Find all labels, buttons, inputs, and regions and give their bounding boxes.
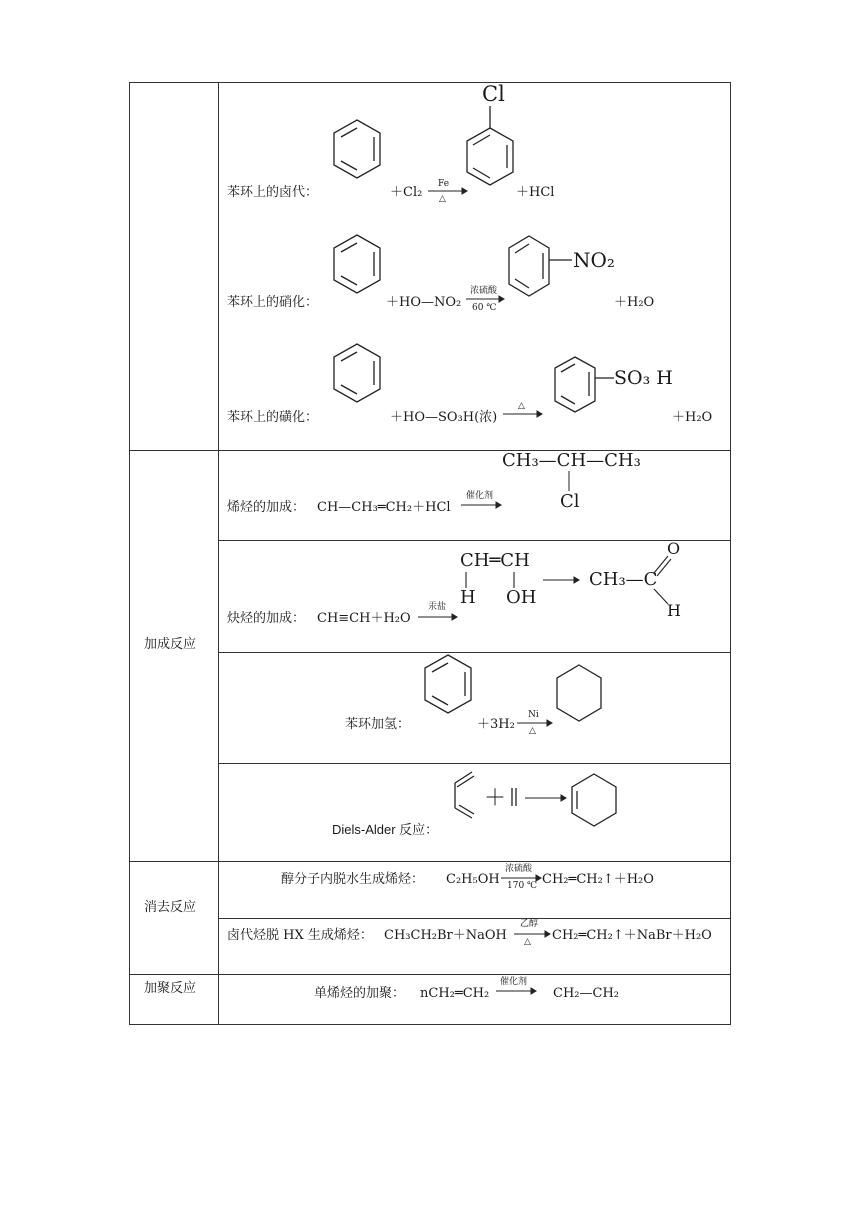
alkyne-intermediate: CH═CH [460, 550, 530, 571]
alkyne-product: CH₃—C [589, 569, 658, 590]
alkyne-intermediate-oh: OH [506, 587, 537, 608]
addition-category: 加成反应 [144, 637, 197, 652]
alkene-equation: CH—CH₃═CH₂＋HCl [317, 500, 451, 515]
halogenation-cond-bottom: △ [439, 194, 446, 204]
benzene-h2-cond-bottom: △ [529, 726, 536, 736]
alcohol-cond-bottom: 170 ℃ [507, 881, 538, 891]
alkyne-product-o: O [667, 539, 681, 558]
benzene-h2-label: 苯环加氢： [345, 717, 411, 732]
sulfonation-reagent: ＋HO—SO₃H(浓) [390, 410, 498, 425]
haloalkane-cond-top: 乙醇 [520, 919, 539, 929]
halogenation-label: 苯环上的卤代： [227, 185, 319, 200]
benzene-h2-reagent: ＋3H₂ [477, 717, 515, 732]
sulfo-substituent: SO₃ H [614, 367, 673, 389]
alcohol-reactant: C₂H₅OH [446, 872, 500, 887]
nitration-cond-bottom: 60 ℃ [472, 303, 497, 313]
alcohol-products: CH₂═CH₂↑＋H₂O [542, 872, 654, 887]
alkyne-label: 炔烃的加成： [227, 611, 306, 626]
alkene-cond-top: 催化剂 [466, 491, 494, 501]
polymerization-product: CH₂—CH₂ [553, 986, 619, 1001]
alcohol-label: 醇分子内脱水生成烯烃： [281, 872, 425, 887]
nitration-reagent: ＋HO—NO₂ [386, 295, 462, 310]
haloalkane-products: CH₂═CH₂↑＋NaBr＋H₂O [552, 928, 712, 943]
alkene-product-cl: Cl [560, 491, 580, 512]
haloalkane-label: 卤代烃脱 HX 生成烯烃： [227, 928, 373, 943]
polymerization-reactant: nCH₂═CH₂ [420, 986, 490, 1001]
nitration-cond-top: 浓硫酸 [470, 286, 498, 296]
halogenation-reagent: ＋Cl₂ [390, 185, 423, 200]
nitro-substituent: NO₂ [573, 248, 615, 272]
haloalkane-cond-bottom: △ [524, 937, 531, 947]
diels-alder-label: Diels-Alder 反应： [332, 822, 439, 837]
alcohol-cond-top: 浓硫酸 [505, 864, 533, 874]
diels-alder-plus: ＋ [484, 786, 507, 811]
alkyne-intermediate-h: H [460, 587, 476, 608]
polymerization-cond-top: 催化剂 [500, 977, 528, 987]
alkene-product: CH₃—CH—CH₃ [502, 450, 641, 471]
benzene-h2-cond-top: Ni [528, 710, 539, 720]
chlorine-substituent: Cl [482, 82, 505, 106]
polymerization-label: 单烯烃的加聚： [314, 986, 406, 1001]
nitration-label: 苯环上的硝化： [227, 295, 319, 310]
alkene-label: 烯烃的加成： [227, 500, 306, 515]
elimination-category: 消去反应 [144, 900, 197, 915]
alkyne-equation: CH≡CH＋H₂O [317, 611, 411, 626]
halogenation-byproduct: ＋HCl [516, 185, 555, 200]
sulfonation-byproduct: ＋H₂O [672, 410, 713, 425]
alkyne-product-h: H [667, 601, 681, 620]
halogenation-cond-top: Fe [438, 179, 450, 189]
polymerization-category: 加聚反应 [144, 981, 197, 996]
nitration-byproduct: ＋H₂O [614, 295, 655, 310]
alkyne-cond-top: 汞盐 [428, 602, 447, 612]
sulfonation-cond-top: △ [518, 401, 525, 411]
sulfonation-label: 苯环上的磺化： [227, 410, 319, 425]
haloalkane-reactant: CH₃CH₂Br＋NaOH [384, 928, 507, 943]
